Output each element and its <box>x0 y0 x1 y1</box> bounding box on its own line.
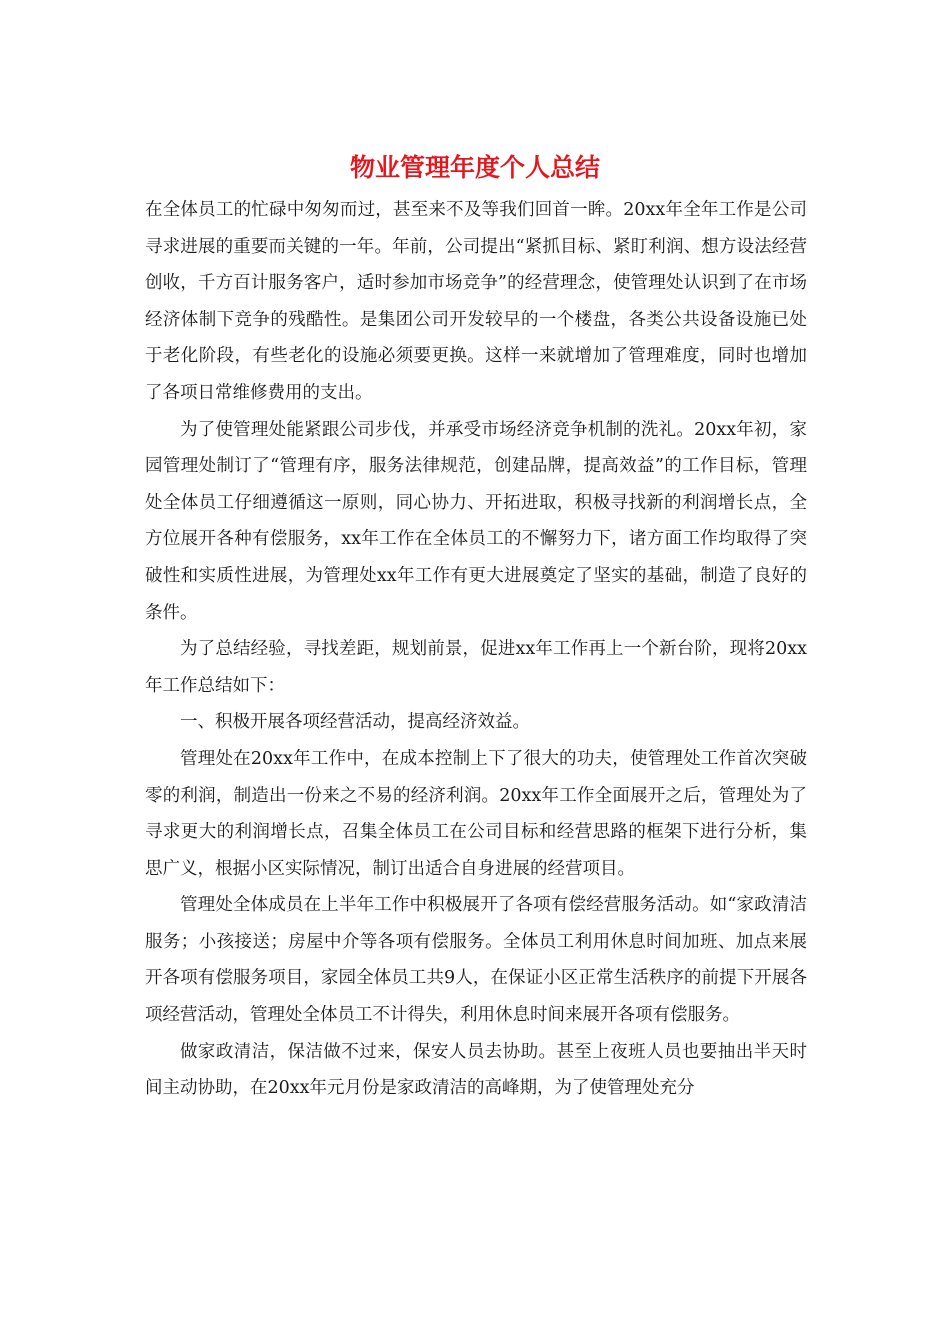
paragraph-5: 管理处全体成员在上半年工作中积极展开了各项有偿经营服务活动。如“家政清洁服务；小孩接送；房屋中介等各项有偿服务。全体员工利用休息时间加班、加点来展开各项有偿服务项目，家园全体员工共9人，在保证小区正常生活秩序的前提下开展各项经营活动，管理处全体员工不计得失，利用休息时间来展开各项有偿服务。 <box>145 895 807 1026</box>
paragraph-4: 管理处在20xx年工作中，在成本控制上下了很大的功夫，使管理处工作首次突破零的利润，制造出一份来之不易的经济利润。20xx年工作全面展开之后，管理处为了寻求更大的利润增长点，召集全体员工在公司目标和经营思路的框架下进行分析，集思广义，根据小区实际情况，制订出适合自身进展的经营项目。 <box>145 748 807 879</box>
paragraph-6: 做家政清洁，保洁做不过来，保安人员去协助。甚至上夜班人员也要抽出半天时间主动协助，在20xx年元月份是家政清洁的高峰期，为了使管理处充分 <box>145 1041 807 1099</box>
paragraph-3: 为了总结经验，寻找差距，规划前景，促进xx年工作再上一个新台阶，现将20xx年工作总结如下： <box>145 639 807 696</box>
document-body <box>145 192 807 1107</box>
paragraph-2: 为了使管理处能紧跟公司步伐，并承受市场经济竞争机制的洗礼。20xx年初，家园管理处制订了“管理有序，服务法律规范，创建品牌，提高效益”的工作目标，管理处全体员工仔细遵循这一原则，同心协力、开拓进取，积极寻找新的利润增长点，全方位展开各种有偿服务，xx年工作在全体员工的不懈努力下，诸方面工作均取得了突破性和实质性进展，为管理处xx年工作有更大进展奠定了坚实的基础，制造了良好的条件。 <box>145 419 807 623</box>
section-heading-1: 一、积极开展各项经营活动，提高经济效益。 <box>180 712 530 733</box>
document-title: 物业管理年度个人总结 <box>349 153 600 182</box>
paragraph-1: 在全体员工的忙碌中匆匆而过，甚至来不及等我们回首一眸。20xx年全年工作是公司寻求进展的重要而关键的一年。年前，公司提出“紧抓目标、紧盯利润、想方设法经营创收，千方百计服务客户，适时参加市场竞争”的经营理念，使管理处认识到了在市场经济体制下竞争的残酷性。是集团公司开发较早的一个楼盘，各类公共设备设施已处于老化阶段，有些老化的设施必须要更换。这样一来就增加了管理难度，同时也增加了各项日常维修费用的支出。 <box>145 200 807 403</box>
